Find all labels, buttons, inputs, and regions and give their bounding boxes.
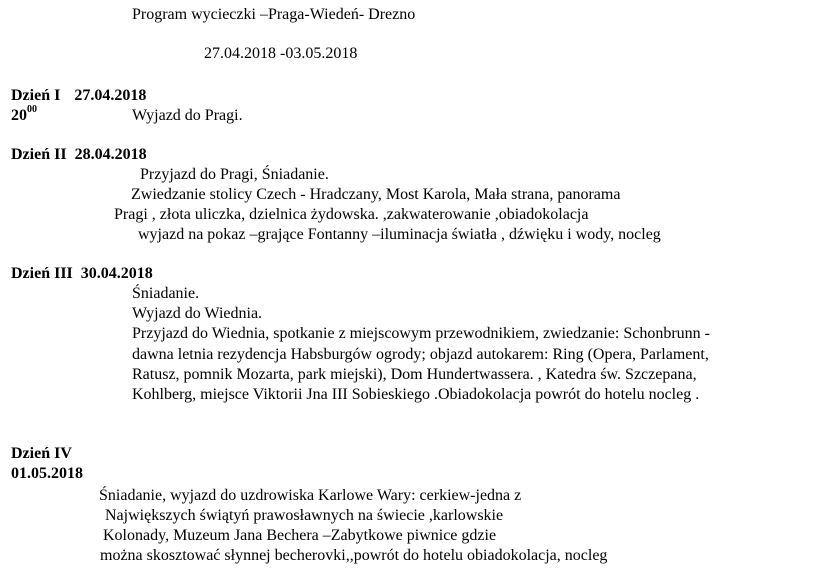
day-1-date: 27.04.2018 [74,87,147,104]
day-1-time [11,103,37,126]
trip-dates: 27.04.2018 -03.05.2018 [204,45,358,62]
day-2-date: 28.04.2018 [74,146,147,163]
day-2-heading [11,145,147,165]
day-1-time-hour: 20 [11,107,27,124]
day-1-line-1: Wyjazd do Pragi. [132,107,243,124]
day-4-line-1: Śniadanie, wyjazd do uzdrowiska Karlowe Wary: cerkiew-jedna z [99,487,522,504]
day-2-line-1: Przyjazd do Pragi, Śniadanie. [140,166,329,183]
day-3-line-3: Przyjazd do Wiednia, spotkanie z miejscowym przewodnikiem, zwiedzanie: Schonbrunn - [132,325,711,342]
day-3-date: 30.04.2018 [80,265,153,282]
day-4-label: Dzień IV [11,445,72,462]
day-1-heading [11,86,146,106]
day-2-label: Dzień II [11,146,67,163]
day-3-line-6: Kohlberg, miejsce Viktorii Jna III Sobieskiego .Obiadokolacja powrót do hotelu nocleg . [132,386,700,403]
day-3-line-2: Wyjazd do Wiednia. [132,305,263,322]
day-3-line-5: Ratusz, pomnik Mozarta, park miejski), Dom Hundertwassera. , Katedra św. Szczepana, [132,366,697,383]
day-4-line-4: można skosztować słynnej becherovki,,powrót do hotelu obiadokolacja, nocleg [100,547,608,564]
day-3-line-4: dawna letnia rezydencja Habsburgów ogrody; objazd autokarem: Ring (Opera, Parlament, [132,346,709,363]
day-1-time-minutes: 00 [27,103,37,115]
day-2-line-4: wyjazd na pokaz –grające Fontanny –iluminacja światła , dźwięku i wody, nocleg [138,226,661,243]
day-4-line-2: Największych świątyń prawosławnych na świecie ,karlowskie [105,507,504,524]
day-2-line-3: Pragi , złota uliczka, dzielnica żydowska. ,zakwaterowanie ,obiadokolacja [114,206,589,223]
day-4-line-3: Kolonady, Muzeum Jana Bechera –Zabytkowe piwnice gdzie [103,527,497,544]
day-4-date: 01.05.2018 [11,465,83,482]
day-1-label: Dzień I [11,87,61,104]
document-title: Program wycieczki –Praga-Wiedeń- Drezno [132,6,416,23]
day-3-label: Dzień III [11,265,73,282]
day-3-line-1: Śniadanie. [132,285,200,302]
day-3-heading [11,264,153,284]
day-2-line-2: Zwiedzanie stolicy Czech - Hradczany, Most Karola, Mała strana, panorama [131,186,621,203]
